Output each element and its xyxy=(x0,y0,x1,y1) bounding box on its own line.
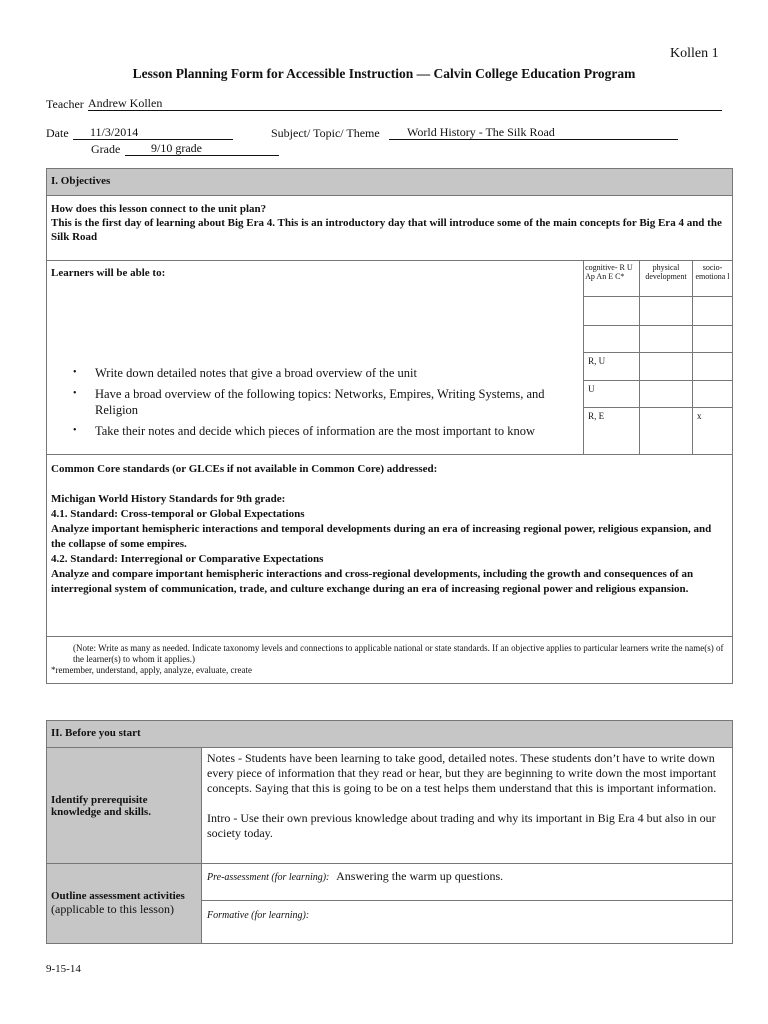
standards-cell xyxy=(47,455,733,637)
col-cognitive: cognitive- R U Ap An E C* xyxy=(584,261,640,297)
standard-1-text: Analyze important hemispheric interactions and temporal developments during an era of increasing regional power, religious expansion, and the collapse of some empires. xyxy=(51,523,712,550)
learners-cell xyxy=(47,261,584,455)
prereq-label: Identify prerequisite knowledge and skills. xyxy=(47,748,202,864)
formative-label: Formative (for learning): xyxy=(207,910,310,921)
bullet-icon: • xyxy=(73,388,77,399)
before-table xyxy=(46,720,733,944)
standard-2-text: Analyze and compare important hemispheric interactions and cross-regional developments, including the growth and consequences of an interregional system of communication, trade, and culture exchange during an era of increasing regional power and religious expansion. xyxy=(51,568,694,595)
connect-answer: This is the first day of learning about Big Era 4. This is an introductory day that will introduce some of the main concepts for Big Era 4 and the Silk Road xyxy=(51,217,722,243)
grade-value: 9/10 grade xyxy=(151,141,202,155)
grade-field xyxy=(125,142,279,156)
standard-1-title: 4.1. Standard: Cross-temporal or Global Expectations xyxy=(51,508,305,520)
subject-value: World History - The Silk Road xyxy=(407,125,555,139)
outcome-text: Have a broad overview of the following topics: Networks, Empires, Writing Systems, and Religion xyxy=(95,387,545,417)
prereq-intro: Intro - Use their own previous knowledge about trading and why its important in Big Era 4 but also in our society today. xyxy=(207,811,716,840)
grade-label: Grade xyxy=(91,142,121,156)
page-number: Kollen 1 xyxy=(670,46,719,61)
connect-question: How does this lesson connect to the unit plan? xyxy=(51,203,267,215)
instruction-note: (Note: Write as many as needed. Indicate taxonomy levels and connections to applicable national or state standards. If an objective applies to particular learners write the name(s) of the learner(s) to whom it applies.) xyxy=(73,643,724,664)
prereq-cell xyxy=(202,748,733,864)
subject-field xyxy=(389,126,678,140)
unit-connection xyxy=(47,196,733,261)
physical-cell xyxy=(640,381,693,408)
standards-heading: Common Core standards (or GLCEs if not available in Common Core) addressed: xyxy=(51,463,438,475)
empty-cell xyxy=(584,326,640,353)
teacher-label: Teacher xyxy=(46,97,84,111)
col-socio: socio- emotiona l xyxy=(693,261,733,297)
empty-cell xyxy=(693,297,733,326)
physical-cell xyxy=(640,353,693,381)
empty-cell xyxy=(640,326,693,353)
socio-cell: x xyxy=(693,408,733,455)
outcome-text: Take their notes and decide which pieces of information are the most important to know xyxy=(95,424,535,438)
note-cell xyxy=(47,637,733,684)
physical-cell xyxy=(640,408,693,455)
outcome-item xyxy=(51,423,579,439)
assessment-label: Outline assessment activities xyxy=(51,890,185,902)
cognitive-cell: U xyxy=(584,381,640,408)
empty-cell xyxy=(693,326,733,353)
pre-assessment-cell xyxy=(202,864,733,901)
teacher-field xyxy=(88,97,722,111)
cognitive-cell: R, E xyxy=(584,408,640,455)
socio-cell xyxy=(693,381,733,408)
prereq-notes: Notes - Students have been learning to take good, detailed notes. These students don’t have to write down every piece of information that they read or hear, but they are beginning to write down the most important concepts. Saying that this is going to be on a test helps them understand that this is important information. xyxy=(207,751,717,795)
empty-cell xyxy=(640,297,693,326)
bullet-icon: • xyxy=(73,425,77,436)
learners-label: Learners will be able to: xyxy=(51,267,166,279)
assessment-label-cell xyxy=(47,864,202,944)
standard-2-title: 4.2. Standard: Interregional or Comparative Expectations xyxy=(51,553,324,565)
socio-cell xyxy=(693,353,733,381)
date-label: Date xyxy=(46,126,69,140)
footer-date-code: 9-15-14 xyxy=(46,963,81,975)
taxonomy-note: *remember, understand, apply, analyze, evaluate, create xyxy=(51,665,252,675)
before-heading: II. Before you start xyxy=(47,721,733,748)
bullet-icon: • xyxy=(73,367,77,378)
objectives-heading: I. Objectives xyxy=(47,169,733,196)
date-field xyxy=(73,126,233,140)
subject-label: Subject/ Topic/ Theme xyxy=(271,126,380,140)
objectives-table xyxy=(46,168,733,684)
outcome-item xyxy=(51,365,579,381)
formative-cell xyxy=(202,901,733,944)
learner-outcomes xyxy=(51,365,579,439)
standards-subheading: Michigan World History Standards for 9th grade: xyxy=(51,493,286,505)
empty-cell xyxy=(584,297,640,326)
outcome-text: Write down detailed notes that give a broad overview of the unit xyxy=(95,366,417,380)
pre-assessment-label: Pre-assessment (for learning): xyxy=(207,872,330,883)
form-title: Lesson Planning Form for Accessible Instruction — Calvin College Education Program xyxy=(132,66,636,81)
assessment-sublabel: (applicable to this lesson) xyxy=(51,902,174,916)
date-value: 11/3/2014 xyxy=(90,125,139,139)
pre-assessment-value: Answering the warm up questions. xyxy=(336,869,504,883)
teacher-value: Andrew Kollen xyxy=(88,96,163,110)
outcome-item xyxy=(51,386,579,418)
cognitive-cell: R, U xyxy=(584,353,640,381)
col-physical: physical development xyxy=(640,261,693,297)
